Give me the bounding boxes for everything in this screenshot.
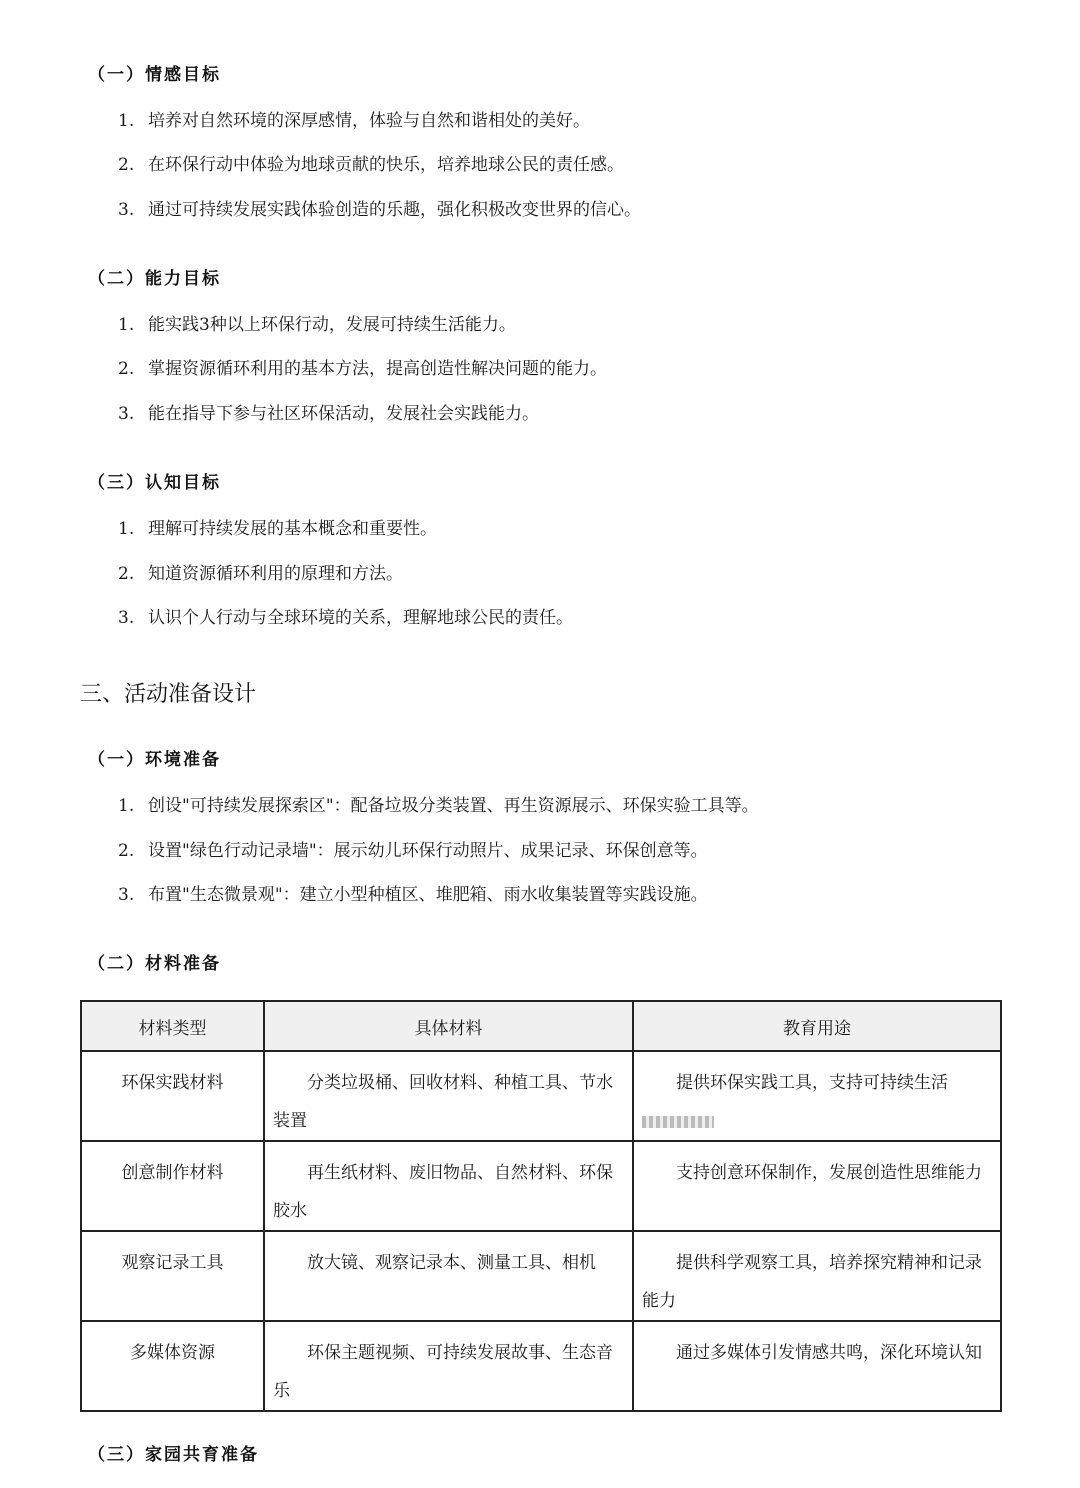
table-header-cell: 材料类型	[81, 1001, 264, 1051]
table-cell-use: 提供科学观察工具，培养探究精神和记录能力	[633, 1231, 1001, 1321]
table-row	[81, 1321, 1001, 1411]
section-heading-environment: （一）环境准备	[88, 750, 221, 770]
chapter-title: 三、活动准备设计	[80, 682, 257, 707]
table-cell-items: 分类垃圾桶、回收材料、种植工具、节水装置	[264, 1051, 633, 1141]
table-row	[81, 1141, 1001, 1231]
list-item: 3. 能在指导下参与社区环保活动，发展社会实践能力。	[118, 404, 539, 424]
table-row	[81, 1231, 1001, 1321]
table-cell-type: 环保实践材料	[81, 1051, 264, 1141]
table-cell-type: 多媒体资源	[81, 1321, 264, 1411]
list-item: 1. 培养对自然环境的深厚感情，体验与自然和谐相处的美好。	[118, 111, 590, 131]
list-item: 1. 创设"可持续发展探索区"：配备垃圾分类装置、再生资源展示、环保实验工具等。	[118, 796, 759, 816]
table-cell-use: 支持创意环保制作，发展创造性思维能力	[633, 1141, 1001, 1231]
table-cell-items: 环保主题视频、可持续发展故事、生态音乐	[264, 1321, 633, 1411]
table-cell-use: 通过多媒体引发情感共鸣，深化环境认知	[633, 1321, 1001, 1411]
list-item: 1. 理解可持续发展的基本概念和重要性。	[118, 519, 437, 539]
list-item: 2. 知道资源循环利用的原理和方法。	[118, 564, 403, 584]
section-heading-emotion: （一）情感目标	[88, 65, 221, 85]
section-heading-materials: （二）材料准备	[88, 954, 221, 974]
section-heading-home-school: （三）家园共育准备	[88, 1445, 259, 1465]
table-header-cell: 具体材料	[264, 1001, 633, 1051]
table-cell-items: 再生纸材料、废旧物品、自然材料、环保胶水	[264, 1141, 633, 1231]
list-item: 3. 认识个人行动与全球环境的关系，理解地球公民的责任。	[118, 608, 573, 628]
section-heading-cognition: （三）认知目标	[88, 473, 221, 493]
materials-table	[80, 1000, 1002, 1412]
list-item: 3. 布置"生态微景观"：建立小型种植区、堆肥箱、雨水收集装置等实践设施。	[118, 885, 708, 905]
table-header-cell: 教育用途	[633, 1001, 1001, 1051]
table-row	[81, 1051, 1001, 1141]
list-item: 2. 掌握资源循环利用的基本方法，提高创造性解决问题的能力。	[118, 359, 607, 379]
table-header-row	[81, 1001, 1001, 1051]
list-item: 3. 通过可持续发展实践体验创造的乐趣，强化积极改变世界的信心。	[118, 200, 641, 220]
list-item: 1. 能实践3种以上环保行动，发展可持续生活能力。	[118, 315, 516, 335]
list-item: 2. 设置"绿色行动记录墙"：展示幼儿环保行动照片、成果记录、环保创意等。	[118, 841, 708, 861]
table-cell-items: 放大镜、观察记录本、测量工具、相机	[264, 1231, 633, 1321]
redacted-text-blur	[642, 1116, 714, 1128]
list-item: 2. 在环保行动中体验为地球贡献的快乐，培养地球公民的责任感。	[118, 155, 624, 175]
table-cell-type: 创意制作材料	[81, 1141, 264, 1231]
table-cell-type: 观察记录工具	[81, 1231, 264, 1321]
section-heading-ability: （二）能力目标	[88, 269, 221, 289]
table-cell-use: 提供环保实践工具，支持可持续生活	[633, 1051, 1001, 1141]
